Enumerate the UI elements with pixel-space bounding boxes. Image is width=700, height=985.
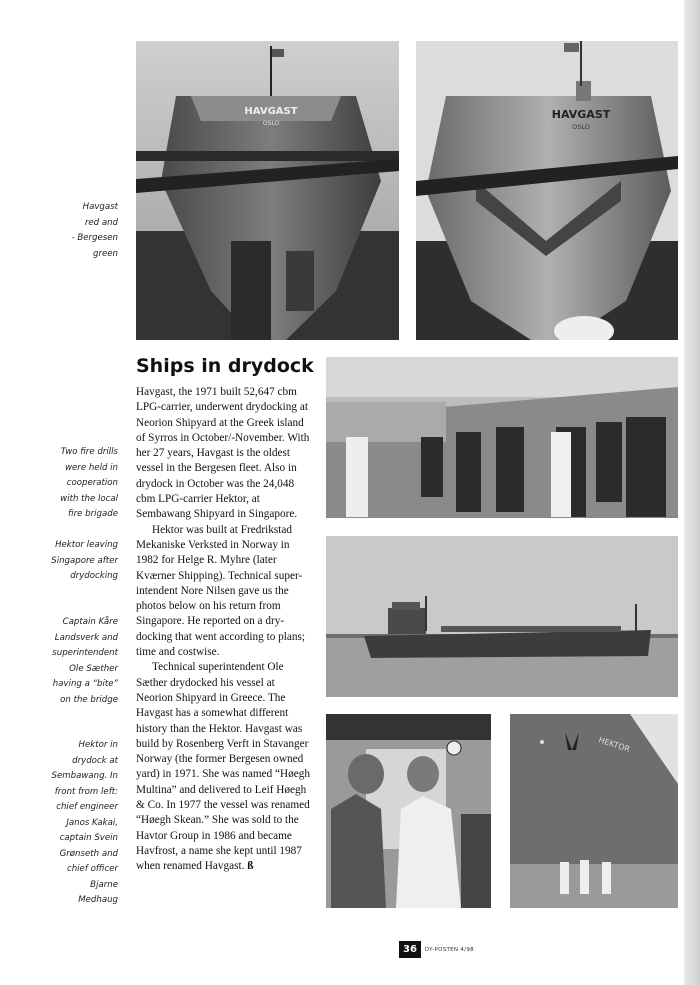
article-title: Ships in drydock [136,355,314,377]
photo-havgast-red [136,41,399,340]
photo-hektor-leaving [326,536,678,697]
caption-line: Sembawang. In [51,771,118,781]
photo-bridge [326,714,491,908]
caption-line: green [92,248,118,259]
caption-line: superintendent [52,648,118,658]
caption-line: chief engineer [56,802,118,812]
caption-hektor-drydock [18,738,118,909]
caption-line: fire brigade [68,509,118,519]
caption-line: Singapore after [51,555,118,566]
caption-line: - Bergesen [71,233,118,243]
caption-line: Landsverk and [54,632,118,643]
caption-captain-bite [18,615,118,708]
caption-line: Bjarne [90,879,118,890]
publication-name: DY-POSTEN 4/98 [424,946,474,953]
end-mark: ß [247,860,254,873]
caption-line: Grønseth and [59,848,118,859]
article-paragraph [136,660,312,874]
caption-line: captain Svein [59,833,118,843]
ship-name-text: HAVGAST [244,106,298,117]
caption-hektor-leaving [18,538,118,585]
article-paragraph-text: Technical superintendent Ole Sæther drydocked his vessel at Neorion Shipyard in Greece. The Havgast has a somewhat different history than the Hektor. Havgast was build by Rosenberg Verft in Stavanger Norway (the former Bergesen owned yard) in 1971. She was named “Høegh Multina” and delivered to Leif Høegh & Co. In 1977 the vessel was renamed “Høegh Skean.” She was sold to the Havtor Group in 1986 and became Havfrost, a name she kept until 1987 when renamed Havgast. [136,661,311,873]
page-number: 36 [399,941,421,958]
article-body [136,385,312,875]
caption-line: with the local [60,493,118,504]
photo-hektor-drydock [510,714,678,908]
page-footer [399,941,474,958]
ship-name-text-2: HAVGAST [551,108,611,121]
caption-line: Ole Sæther [69,663,118,674]
photo-fire-drill [326,357,678,518]
caption-line: front from left: [54,786,118,797]
caption-line: Medhaug [78,895,118,905]
caption-line: Hektor in [78,740,118,750]
caption-line: Captain Kåre [62,617,118,627]
caption-fire-drills [18,445,118,523]
caption-line: cooperation [66,478,118,488]
ship-port-text: OSLO [262,120,280,127]
article-paragraph: Hektor was built at Fredrikstad Mekaniske Verksted in Norway in 1982 for Helge R. Myhre (later Kværner Shipping). Technical super-intendent Nore Nilsen gave us the photos below on his return from Singapore. He reported on a dry-docking that went according to plans; time and costwise. [136,523,306,659]
caption-line: red and [84,217,118,228]
caption-line: Hektor leaving [55,540,118,550]
caption-line: on the bridge [60,694,118,705]
caption-line: drydocking [70,571,118,581]
ship-port-text-2: OSLO [572,123,590,131]
caption-line: having a “bite” [52,679,118,689]
article-paragraph: Havgast, the 1971 built 52,647 cbm LPG-carrier, underwent drydocking at Neorion Shipyard at the Greek island of Syrros in October/-November. With her 27 years, Havgast is the oldest vessel in the Bergesen fleet. Also in drydock in October was the 24,048 cbm LPG-carrier Hektor, at Sembawang Shipyard in Singapore. [136,386,310,521]
page-edge [684,0,700,985]
hektor-name-text: HEKTOR [597,735,632,754]
caption-line: Two fire drills [60,447,118,457]
caption-line: Janos Kakai, [66,817,118,828]
caption-line: chief officer [67,864,118,874]
caption-line: drydock at [72,755,118,766]
caption-line: were held in [64,462,118,473]
caption-line: Havgast [82,202,118,212]
photo-havgast-green [416,41,678,340]
caption-havgast-colors [18,200,118,262]
